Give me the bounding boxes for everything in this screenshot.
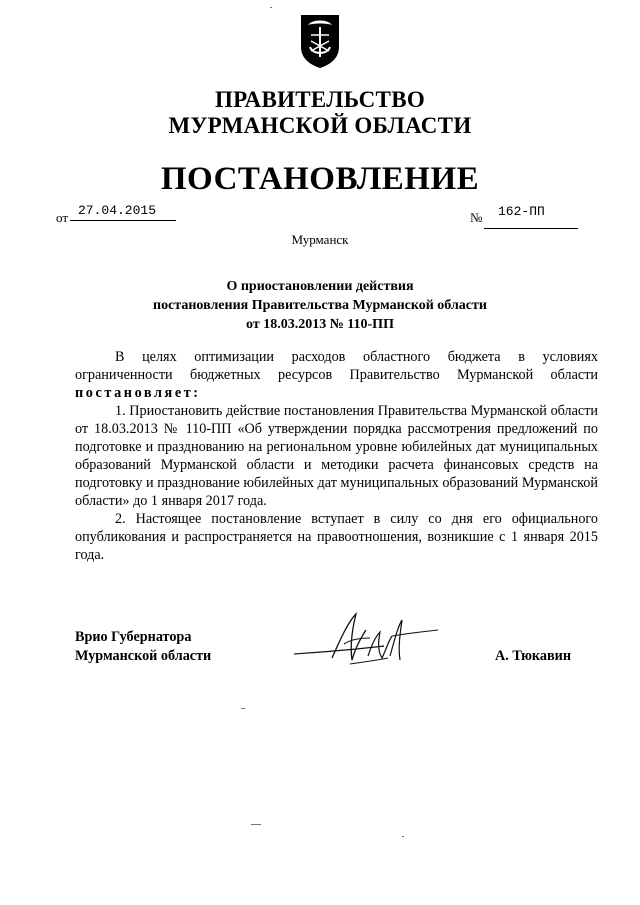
intro-text: В целях оптимизации расходов областного бюджета в условиях ограниченности бюджетных ресурсов Правительство Мурманской области xyxy=(75,349,598,383)
item-1-paragraph: 1. Приостановить действие постановления Правительства Мурманской области от 18.03.2013 № 110-ПП «Об утверждении порядка рассмотрения предложений по подготовке и празднованию на региональном уровне юбилейных дат муниципальных образований Мурманской области и методики расчета финансовых средств на подготовку и празднование юбилейных дат муниципальных образований Мурманской области» до 1 января 2017 года. xyxy=(75,403,598,509)
signer-position-line2: Мурманской области xyxy=(75,648,212,664)
government-name-line2: МУРМАНСКОЙ ОБЛАСТИ xyxy=(168,113,472,138)
coat-of-arms-emblem xyxy=(299,13,341,69)
scan-speck xyxy=(241,708,245,709)
emblem-icon xyxy=(299,13,341,69)
signer-name: А. Тюкавин xyxy=(495,648,572,664)
scan-speck xyxy=(270,7,272,8)
government-name-line1: ПРАВИТЕЛЬСТВО xyxy=(214,87,426,112)
handwritten-signature xyxy=(292,606,442,676)
number-prefix: № xyxy=(470,210,483,225)
document-title-line2: постановления Правительства Мурманской области xyxy=(153,298,487,313)
intro-paragraph xyxy=(75,348,598,402)
scan-speck xyxy=(402,836,404,837)
city-name: Мурманск xyxy=(291,232,349,247)
document-title-line1: О приостановлении действия xyxy=(226,279,414,294)
date-underline xyxy=(70,220,176,221)
number-underline xyxy=(484,228,578,229)
document-date: 27.04.2015 xyxy=(78,203,157,218)
item-2-paragraph: 2. Настоящее постановление вступает в силу со дня его официального опубликования и распространяется на правоотношения, возникшие с 1 января 2015 года. xyxy=(75,511,598,563)
document-title-line3: от 18.03.2013 № 110-ПП xyxy=(246,317,394,332)
signature-icon xyxy=(292,606,442,676)
document-body xyxy=(75,348,598,564)
signer-position xyxy=(75,628,211,666)
scan-speck xyxy=(251,824,261,825)
decree-word: постановляет: xyxy=(75,385,201,401)
document-type-heading: ПОСТАНОВЛЕНИЕ xyxy=(160,161,480,197)
signer-position-line1: Врио Губернатора xyxy=(75,629,192,645)
date-prefix: от xyxy=(56,210,69,225)
document-number: 162-ПП xyxy=(498,204,545,219)
